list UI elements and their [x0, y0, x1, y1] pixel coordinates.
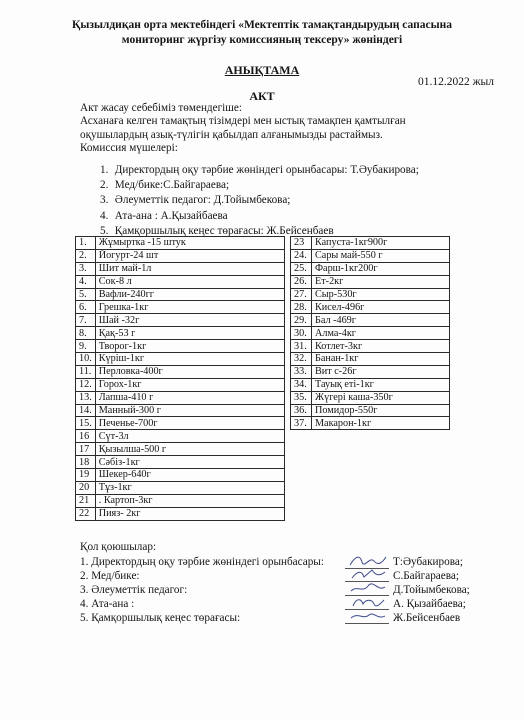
table-row — [291, 327, 450, 340]
handwritten-signature — [348, 609, 388, 623]
row-number: 35. — [291, 391, 312, 404]
signature-role: 4. Ата-ана : — [80, 598, 135, 610]
member-text: Әлеуметтік педагог: Д.Тойымбекова; — [114, 194, 291, 207]
product-item: Перловка-400г — [95, 365, 284, 378]
row-number: 22 — [76, 507, 96, 520]
table-row — [76, 237, 285, 250]
table-row — [76, 404, 285, 417]
product-item: Банан-1кг — [312, 353, 450, 366]
table-row — [76, 262, 285, 275]
row-number: 20 — [76, 481, 96, 494]
row-number: 25. — [291, 262, 312, 275]
row-number: 9. — [76, 340, 96, 353]
row-number: 31. — [291, 340, 312, 353]
product-item: Жұмыртка -15 штук — [95, 237, 284, 250]
table-row — [76, 288, 285, 301]
product-item: Печенье-700г — [95, 417, 284, 430]
product-item: Вафли-240гг — [95, 288, 284, 301]
table-row — [291, 301, 450, 314]
row-number: 4. — [76, 275, 96, 288]
member-text: Директордың оқу тәрбие жөніндегі орынбасары: Т.Әубакирова; — [114, 164, 419, 176]
product-item: Горох-1кг — [95, 378, 284, 391]
product-item: Вит с-26г — [312, 365, 450, 378]
table-row — [291, 404, 450, 417]
products-table-left — [75, 236, 285, 521]
table-row — [291, 353, 450, 366]
product-item: Шит май-1л — [95, 262, 284, 275]
row-number: 12. — [76, 378, 96, 391]
product-item: Капуста-1кг900г — [312, 237, 450, 250]
table-row — [76, 353, 285, 366]
handwritten-signature — [348, 553, 388, 567]
row-number: 18 — [76, 456, 96, 469]
product-item: Қақ-53 г — [95, 327, 284, 340]
product-item: Кисел-496г — [312, 301, 450, 314]
table-row — [76, 481, 285, 494]
table-row — [291, 275, 450, 288]
signature-name: Ж.Бейсенбаев — [393, 612, 461, 624]
product-item: Сүт-3л — [95, 430, 284, 443]
member-item — [100, 193, 419, 208]
product-item: Фарш-1кг200г — [312, 262, 450, 275]
product-item: Жүгері каша-350г — [312, 391, 450, 404]
signature-name: С.Байгараева; — [393, 570, 459, 582]
row-number: 23 — [291, 237, 312, 250]
products-table-right — [290, 236, 450, 430]
handwritten-signature — [348, 567, 388, 581]
row-number: 34. — [291, 378, 312, 391]
product-item: Сәбіз-1кг — [95, 456, 284, 469]
product-item: Котлет-3кг — [312, 340, 450, 353]
row-number: 37. — [291, 417, 312, 430]
product-item: Манный-300 г — [95, 404, 284, 417]
member-text: Ата-ана : А.Қызайбаева — [114, 209, 228, 222]
document-title: АНЫҚТАМА — [224, 63, 300, 77]
signature-role: 3. Әлеуметтік педагог: — [80, 584, 188, 596]
table-row — [76, 249, 285, 262]
row-number: 6. — [76, 301, 96, 314]
row-number: 30. — [291, 327, 312, 340]
table-row — [291, 237, 450, 250]
table-row — [76, 456, 285, 469]
body-line-1: Акт жасау себебіміз төмендегіше: — [80, 102, 242, 114]
row-number: 16 — [76, 430, 96, 443]
row-number: 7. — [76, 314, 96, 327]
row-number: 3. — [76, 262, 96, 275]
table-row — [76, 327, 285, 340]
member-number: 5. — [100, 224, 109, 237]
header-line-2: мониторинг жүргізу комиссияның тексеру» жөніндегі — [121, 34, 403, 46]
table-row — [291, 340, 450, 353]
member-number: 3. — [100, 194, 109, 207]
row-number: 29. — [291, 314, 312, 327]
product-item: Ет-2кг — [312, 275, 450, 288]
product-item: Грешка-1кг — [95, 301, 284, 314]
product-item: Сары май-550 г — [312, 249, 450, 262]
product-item: Йогурт-24 шт — [95, 249, 284, 262]
product-item: Алма-4кг — [312, 327, 450, 340]
row-number: 19 — [76, 469, 96, 482]
table-row — [76, 494, 285, 507]
product-item: Тауық еті-1кг — [312, 378, 450, 391]
signature-role: 2. Мед/бике: — [80, 570, 140, 582]
row-number: 28. — [291, 301, 312, 314]
row-number: 36. — [291, 404, 312, 417]
product-item: Қызылша-500 г — [95, 443, 284, 456]
signature-role: 1. Директордың оқу тәрбие жөніндегі орынбасары: — [80, 556, 324, 568]
signatures-heading: Қол қоюшылар: — [80, 541, 157, 553]
table-row — [291, 288, 450, 301]
signature-name: Т:Әубакирова; — [393, 556, 463, 568]
table-row — [291, 365, 450, 378]
row-number: 33. — [291, 365, 312, 378]
handwritten-signature — [348, 595, 388, 609]
row-number: 14. — [76, 404, 96, 417]
member-item — [100, 209, 419, 224]
table-row — [291, 314, 450, 327]
document-subtitle: АКТ — [249, 89, 275, 103]
table-row — [291, 262, 450, 275]
product-item: Күріш-1кг — [95, 353, 284, 366]
row-number: 1. — [76, 237, 96, 250]
signature-role: 5. Қамқоршылық кеңес төрағасы: — [80, 612, 241, 624]
body-text — [80, 102, 500, 156]
row-number: 17 — [76, 443, 96, 456]
member-item — [100, 178, 419, 193]
table-row — [76, 378, 285, 391]
document-date: 01.12.2022 жыл — [417, 76, 494, 88]
product-item: Тұз-1кг — [95, 481, 284, 494]
product-item: Сок-8 л — [95, 275, 284, 288]
table-row — [76, 507, 285, 520]
body-line-3: оқушылардың азық-түлігін қабылдап алғанымызды растаймыз. — [80, 128, 383, 141]
product-item: Творог-1кг — [95, 340, 284, 353]
table-row — [291, 378, 450, 391]
row-number: 13. — [76, 391, 96, 404]
row-number: 21 — [76, 494, 96, 507]
commission-members-list — [100, 163, 419, 239]
table-row — [291, 249, 450, 262]
product-item: Макарон-1кг — [312, 417, 450, 430]
table-row — [76, 275, 285, 288]
product-item: Сыр-530г — [312, 288, 450, 301]
member-number: 4. — [100, 209, 109, 222]
row-number: 27. — [291, 288, 312, 301]
member-number: 1. — [100, 164, 109, 176]
table-row — [76, 340, 285, 353]
product-item: Бал -469г — [312, 314, 450, 327]
product-item: Шай -32г — [95, 314, 284, 327]
table-row — [76, 417, 285, 430]
member-text: Мед/бике:С.Байгараева; — [114, 179, 230, 192]
member-text: Қамқоршылық кеңес төрағасы: Ж.Бейсенбаев — [114, 224, 334, 237]
product-item: Шекер-640г — [95, 469, 284, 482]
row-number: 10. — [76, 353, 96, 366]
handwritten-signature — [348, 581, 388, 595]
signature-name: Д.Тойымбекова; — [393, 584, 470, 596]
member-number: 2. — [100, 179, 109, 192]
table-row — [76, 469, 285, 482]
table-row — [291, 391, 450, 404]
product-item: . Картоп-3кг — [95, 494, 284, 507]
row-number: 8. — [76, 327, 96, 340]
row-number: 5. — [76, 288, 96, 301]
row-number: 11. — [76, 365, 96, 378]
product-item: Лапша-410 г — [95, 391, 284, 404]
table-row — [76, 391, 285, 404]
body-line-2: Асханаға келген тамақтың тізімдері мен ыстық тамақпен қамтылған — [80, 115, 406, 128]
table-row — [291, 417, 450, 430]
product-item: Пияз- 2кг — [95, 507, 284, 520]
body-line-4: Комиссия мүшелері: — [80, 142, 178, 155]
table-row — [76, 365, 285, 378]
row-number: 15. — [76, 417, 96, 430]
row-number: 24. — [291, 249, 312, 262]
product-item: Помидор-550г — [312, 404, 450, 417]
signature-name: А. Қызайбаева; — [393, 598, 466, 610]
row-number: 26. — [291, 275, 312, 288]
table-row — [76, 430, 285, 443]
table-row — [76, 301, 285, 314]
table-row — [76, 443, 285, 456]
signature-line — [345, 623, 389, 624]
header-line-1: Қызылдиқан орта мектебіндегі «Мектептік тамақтандырудың сапасына — [72, 19, 452, 31]
member-item — [100, 163, 419, 178]
table-row — [76, 314, 285, 327]
row-number: 2. — [76, 249, 96, 262]
row-number: 32. — [291, 353, 312, 366]
